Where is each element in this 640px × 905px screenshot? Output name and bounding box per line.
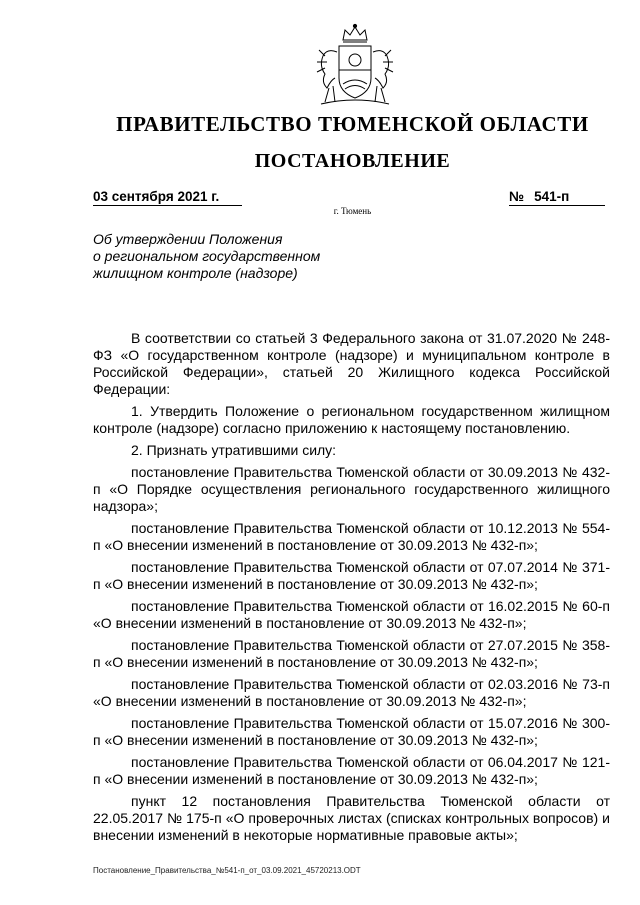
body-paragraph: 1. Утвердить Положение о региональном государственном жилищном контроле (надзоре) согласно приложению к настоящему постановлению.	[93, 403, 610, 436]
body-paragraph: постановление Правительства Тюменской области от 15.07.2016 № 300-п «О внесении изменений в постановление от 30.09.2013 № 432-п»;	[93, 715, 610, 748]
body-paragraph: постановление Правительства Тюменской области от 30.09.2013 № 432-п «О Порядке осуществления регионального государственного жилищного надзора»;	[93, 464, 610, 514]
number-sign: №	[509, 189, 525, 204]
government-title: ПРАВИТЕЛЬСТВО ТЮМЕНСКОЙ ОБЛАСТИ	[116, 112, 589, 136]
subject-line: о региональном государственном	[93, 248, 321, 264]
body-paragraph: В соответствии со статьей 3 Федерального закона от 31.07.2020 № 248-ФЗ «О государственном контроле (надзоре) и муниципальном контроле в Российской Федерации», статьей 20 Жилищного кодекса Российской Федерации:	[93, 330, 610, 397]
document-type-heading: ПОСТАНОВЛЕНИЕ	[254, 150, 451, 172]
document-subject	[93, 231, 333, 282]
body-paragraph: 2. Признать утратившими силу:	[131, 442, 337, 458]
body-paragraph: постановление Правительства Тюменской области от 27.07.2015 № 358-п «О внесении изменений в постановление от 30.09.2013 № 432-п»;	[93, 637, 610, 670]
body-paragraph: пункт 12 постановления Правительства Тюменской области от 22.05.2017 № 175-п «О проверочных листах (списках контрольных вопросов) и внесении изменений в некоторые нормативные правовые акты»;	[93, 793, 610, 843]
body-paragraph: постановление Правительства Тюменской области от 10.12.2013 № 554-п «О внесении изменений в постановление от 30.09.2013 № 432-п»;	[93, 520, 610, 553]
body-paragraph: постановление Правительства Тюменской области от 06.04.2017 № 121-п «О внесении изменений в постановление от 30.09.2013 № 432-п»;	[93, 754, 610, 787]
document-date: 03 сентября 2021 г.	[93, 189, 242, 206]
subject-line: Об утверждении Положения	[93, 231, 283, 247]
document-number	[509, 189, 605, 206]
body-paragraph: постановление Правительства Тюменской области от 02.03.2016 № 73-п «О внесении изменений в постановление от 30.09.2013 № 432-п»;	[93, 676, 610, 709]
coat-of-arms-emblem	[309, 22, 401, 108]
number-value: 541-п	[534, 189, 570, 204]
footer-filename: Постановление_Правительства_№541-п_от_03.09.2021_45720213.ODT	[93, 866, 361, 875]
subject-line: жилищном контроле (надзоре)	[93, 265, 298, 281]
document-body	[93, 330, 610, 844]
body-paragraph: постановление Правительства Тюменской области от 07.07.2014 № 371-п «О внесении изменений в постановление от 30.09.2013 № 432-п»;	[93, 559, 610, 592]
city-label: г. Тюмень	[333, 206, 372, 216]
body-paragraph: постановление Правительства Тюменской области от 16.02.2015 № 60-п «О внесении изменений в постановление от 30.09.2013 № 432-п»;	[93, 598, 610, 631]
